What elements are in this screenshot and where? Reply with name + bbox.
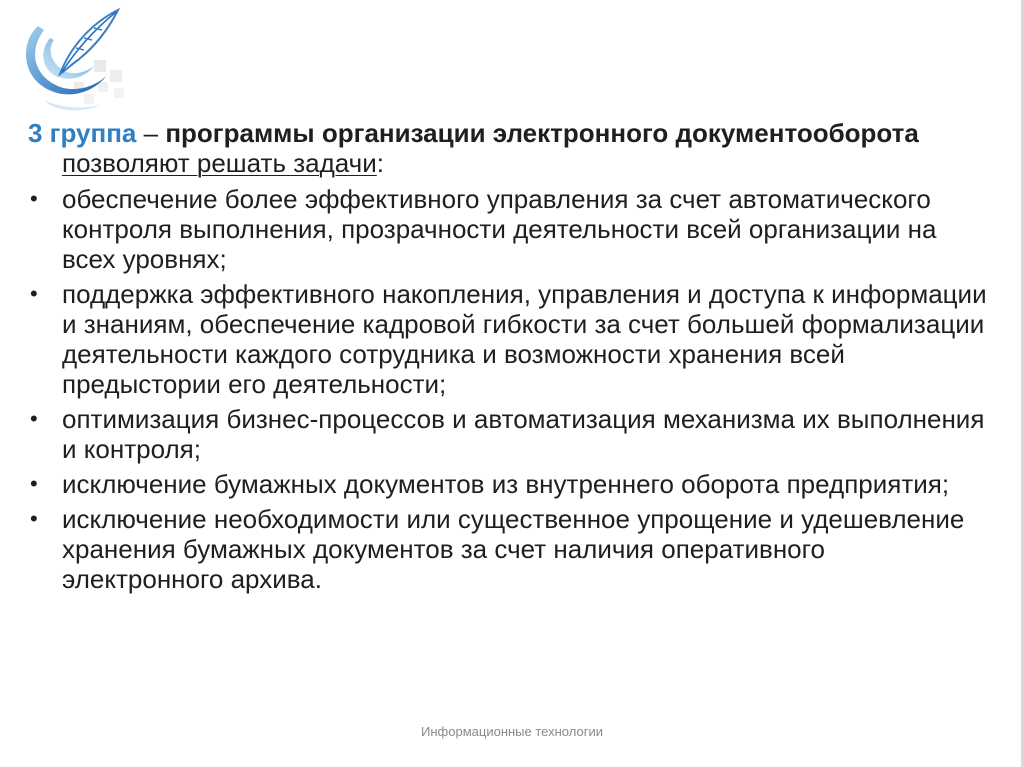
bullet-dot-icon: • (30, 471, 38, 496)
bullet-text: исключение бумажных документов из внутреннего оборота предприятия; (62, 469, 950, 499)
bullet-text: поддержка эффективного накопления, управления и доступа к информации и знаниям, обеспечение кадровой гибкости за счет большей формализации деятельности каждого сотрудника и возможности хранения всей предыстории его деятельности; (62, 279, 987, 399)
bullet-dot-icon: • (30, 281, 38, 306)
bullet-dot-icon: • (30, 406, 38, 431)
slide-content (28, 118, 988, 599)
bullet-list (28, 184, 988, 594)
heading-end: : (376, 148, 384, 178)
slide-heading (28, 118, 988, 178)
bullet-dot-icon: • (30, 186, 38, 211)
quill-logo-icon (14, 4, 138, 122)
slide-footer: Информационные технологии (421, 724, 603, 739)
bullet-text: обеспечение более эффективного управления за счет автоматического контроля выполнения, прозрачности деятельности всей организации на всех уровнях; (62, 184, 937, 274)
list-item (28, 469, 988, 499)
bullet-dot-icon: • (30, 506, 38, 531)
bullet-text: исключение необходимости или существенное упрощение и удешевление хранения бумажных документов за счет наличия оперативного электронного архива. (62, 504, 965, 594)
bullet-text: оптимизация бизнес-процессов и автоматизация механизма их выполнения и контроля; (62, 404, 985, 464)
heading-underlined-text: позволяют решать задачи (62, 148, 377, 178)
list-item (28, 504, 988, 594)
list-item (28, 184, 988, 274)
heading-bold-text: программы организации электронного документооборота (165, 118, 919, 148)
heading-lead: 3 группа (28, 118, 137, 148)
heading-dash: – (136, 118, 166, 148)
list-item (28, 404, 988, 464)
list-item (28, 279, 988, 399)
